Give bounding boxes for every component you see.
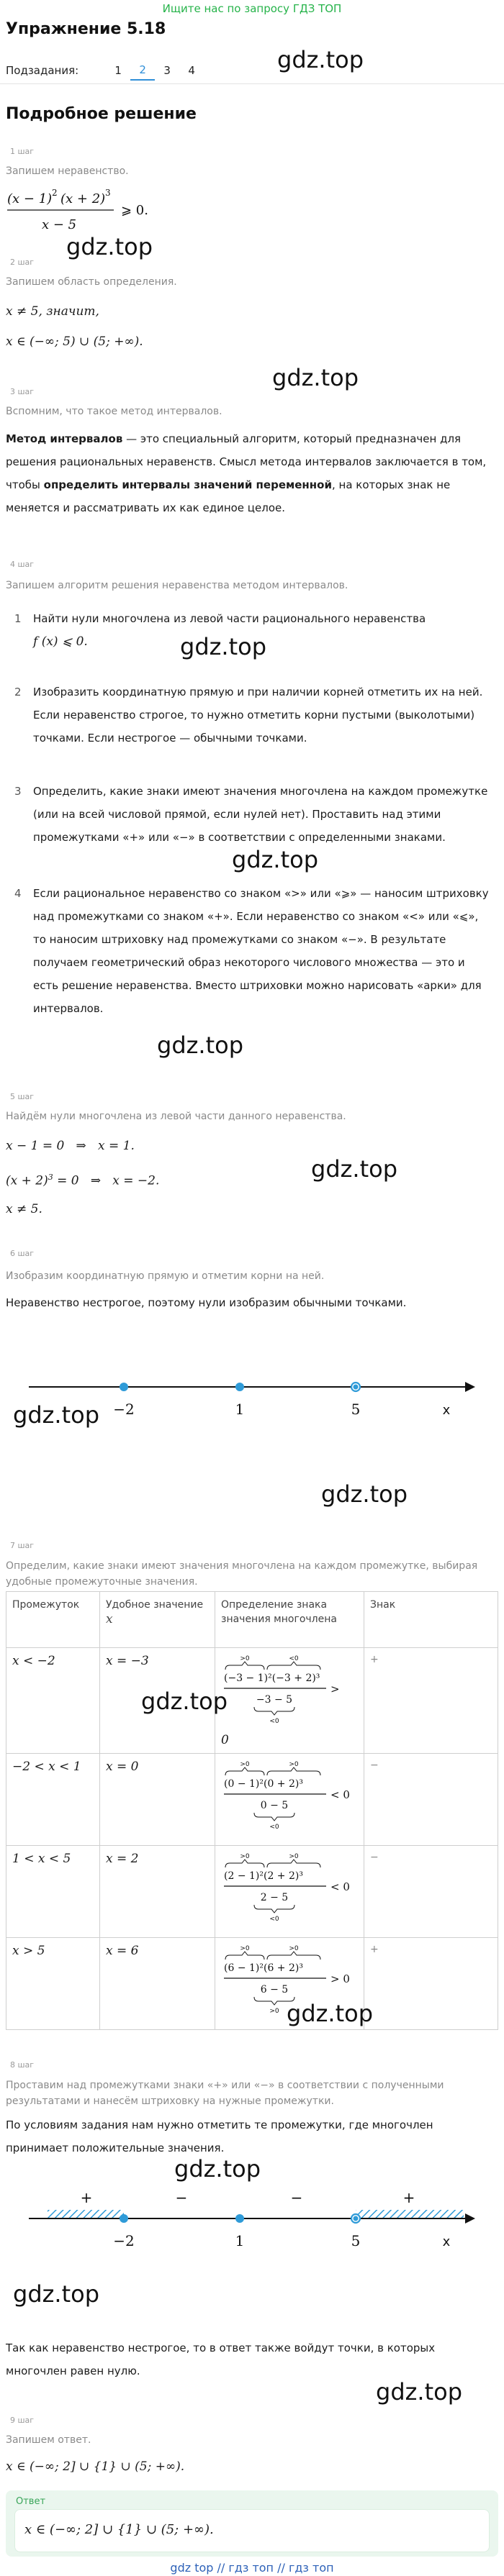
sign-mark: >0 <box>289 1853 299 1860</box>
sign-mark: <0 <box>269 1824 279 1831</box>
footer-links[interactable]: gdz top // гдз топ // гдз топ <box>170 2561 334 2575</box>
fraction-denominator: −3 − 5 <box>256 1694 293 1706</box>
step-note: Запишем ответ. <box>6 2434 91 2446</box>
watermark: gdz.top <box>287 2000 374 2027</box>
comparison: > <box>330 1683 340 1696</box>
step-text: Неравенство нестрогое, поэтому нули изобразим обычными точками. <box>6 1296 407 1309</box>
watermark: gdz.top <box>174 2155 261 2183</box>
sign-mark: >0 <box>240 1655 250 1662</box>
step-note: Вспомним, что такое метод интервалов. <box>6 406 222 417</box>
step-tag: 6 шаг <box>10 1249 35 1258</box>
search-banner[interactable]: Ищите нас по запросу ГДЗ ТОП <box>162 2 342 15</box>
watermark: gdz.top <box>272 364 359 391</box>
watermark: gdz.top <box>376 2378 463 2406</box>
sign-mark: >0 <box>240 1853 250 1860</box>
tick-label: 5 <box>351 2232 361 2249</box>
step-note: Запишем неравенство. <box>6 165 129 177</box>
domain-set: x ∈ (−∞; 5) ∪ (5; +∞). <box>6 334 143 349</box>
domain-line: x ≠ 5, значит, <box>6 304 99 319</box>
comparison-tail: 0 <box>221 1733 229 1747</box>
table-header: Промежуток <box>6 1592 100 1648</box>
watermark: gdz.top <box>232 846 319 873</box>
step-note: Изобразим координатную прямую и отметим корни на ней. <box>6 1270 325 1282</box>
comparison: < 0 <box>330 1788 350 1801</box>
svg-text:(x − 1): (x − 1) <box>7 191 53 206</box>
answer-label: Ответ <box>16 2496 46 2507</box>
sign-mark: <0 <box>289 1655 299 1662</box>
watermark: gdz.top <box>321 1480 408 1508</box>
tab-subtask-1[interactable]: 1 <box>114 64 122 77</box>
fraction-denominator: 6 − 5 <box>260 1984 289 1995</box>
divider <box>0 83 504 84</box>
sign-expression <box>215 1648 364 1754</box>
watermark: gdz.top <box>157 1032 244 1059</box>
list-item: 1 Найти нули многочлена из левой части рационального неравенства f (x) ⩽ 0. <box>14 612 426 649</box>
sign-mark: <0 <box>269 1916 279 1923</box>
step-text: По условиям задания нам нужно отметить те промежутки, где многочлен принимает положительные значения. <box>6 2118 433 2154</box>
tab-subtask-4[interactable]: 4 <box>188 64 195 77</box>
watermark: gdz.top <box>13 2280 100 2308</box>
sign-mark: >0 <box>240 1945 250 1952</box>
sign-fraction <box>221 1760 358 1836</box>
zero-line-3: x ≠ 5. <box>6 1202 42 1216</box>
step-tag: 1 шаг <box>10 147 35 156</box>
axis-label: x <box>442 2234 451 2249</box>
number-line-2 <box>0 2187 504 2259</box>
interval-method-definition: Метод интервалов — это специальный алгоритм, который предназначен для решения рациональных неравенств. Смысл метода интервалов заключается в том, чтобы определить интервалы значений переменной, на которых знак не меняется и рассматривать их как единое целое. <box>6 432 487 514</box>
watermark: gdz.top <box>277 46 364 73</box>
zero-line-2: $(x + 2)^3 = 0$ ⇒ x = −2. <box>6 1173 160 1188</box>
tab-subtask-2[interactable]: 2 <box>130 60 155 81</box>
step-note: Запишем алгоритм решения неравенства методом интервалов. <box>6 580 348 591</box>
interval-sign: + <box>402 2189 415 2206</box>
watermark: gdz.top <box>66 233 153 260</box>
sign-mark: >0 <box>289 1945 299 1952</box>
fraction-numerator: (6 − 1)²(6 + 2)³ <box>224 1962 303 1974</box>
comparison: < 0 <box>330 1880 350 1893</box>
tick-label: −2 <box>113 1401 135 1418</box>
sign-mark: <0 <box>269 1718 279 1725</box>
answer-line: x ∈ (−∞; 2] ∪ {1} ∪ (5; +∞). <box>6 2459 185 2474</box>
table-header: Знак <box>364 1592 498 1648</box>
fraction-numerator: (−3 − 1)²(−3 + 2)³ <box>224 1672 320 1684</box>
svg-text:3: 3 <box>105 188 111 198</box>
comparison: > 0 <box>330 1972 350 1985</box>
step-text: Так как неравенство нестрогое, то в ответ также войдут точки, в которых многочлен равен нулю. <box>6 2341 436 2377</box>
axis-label: x <box>442 1403 451 1418</box>
tab-subtask-3[interactable]: 3 <box>163 64 171 77</box>
subtasks-label: Подзадания: <box>6 64 79 77</box>
step-tag: 9 шаг <box>10 2416 35 2425</box>
svg-text:(x + 2): (x + 2) <box>60 191 106 206</box>
sign-table <box>6 1591 498 2030</box>
answer-value: x ∈ (−∞; 2] ∪ {1} ∪ (5; +∞). <box>24 2522 214 2537</box>
solution-heading: Подробное решение <box>6 105 197 123</box>
step-note: Определим, какие знаки имеют значения многочлена на каждом промежутке, выбирая удобные промежуточные значения. <box>6 1560 478 1588</box>
interval-sign: − <box>290 2189 303 2206</box>
step-note: Запишем область определения. <box>6 276 177 288</box>
sign-fraction <box>221 1654 358 1730</box>
interval-sign: + <box>80 2189 93 2206</box>
fraction-numerator: (2 − 1)²(2 + 2)³ <box>224 1870 303 1882</box>
inequality-formula <box>4 183 177 239</box>
watermark: gdz.top <box>180 633 267 660</box>
step-tag: 8 шаг <box>10 2060 35 2070</box>
watermark: gdz.top <box>141 1688 228 1715</box>
fraction-denominator: 0 − 5 <box>260 1800 289 1811</box>
watermark: gdz.top <box>13 1401 100 1429</box>
sign-expression <box>215 1754 364 1846</box>
tick-label: 1 <box>235 1401 245 1418</box>
sign-mark: >0 <box>240 1761 250 1768</box>
step-tag: 5 шаг <box>10 1092 35 1101</box>
step-note: Найдём нули многочлена из левой части данного неравенства. <box>6 1111 346 1122</box>
table-header: Удобное значение x <box>100 1592 215 1648</box>
tick-label: 1 <box>235 2232 245 2249</box>
interval-sign: − <box>175 2189 188 2206</box>
page-title: Упражнение 5.18 <box>6 20 166 38</box>
table-row: x > 5 x = 6 >0 >0 (6 − 1)²(6 + 2)³ 6 − 5 >0 > 0 + <box>6 1938 498 2030</box>
list-item: 3 Определить, какие знаки имеют значения многочлена на каждом промежутке (или на всей числовой прямой, если нулей нет). Проставить над этими промежутками «+» или «−» в соответствии с определенными знаками. <box>14 785 488 844</box>
svg-text:x − 5: x − 5 <box>42 217 77 232</box>
table-row: −2 < x < 1 x = 0 >0 >0 (0 − 1)²(0 + 2)³ 0 − 5 <0 < 0 − <box>6 1754 498 1846</box>
tick-label: −2 <box>113 2232 135 2249</box>
tick-label: 5 <box>351 1401 361 1418</box>
step-tag: 3 шаг <box>10 387 35 396</box>
step-tag: 7 шаг <box>10 1541 35 1550</box>
table-row: x < −2 x = −3 >0 <0 (−3 − 1)²(−3 + 2)³ −3 − 5 <0 > 0 + <box>6 1648 498 1754</box>
svg-text:⩾ 0.: ⩾ 0. <box>121 203 148 218</box>
subtasks-nav <box>6 60 204 81</box>
watermark: gdz.top <box>311 1155 398 1183</box>
step-tag: 2 шаг <box>10 258 35 267</box>
list-item: 2 Изобразить координатную прямую и при наличии корней отметить их на ней. Если неравенство строгое, то нужно отметить корни пустыми (выколотыми) точками. Если нестрогое — обычными точками. <box>14 686 483 745</box>
sign-mark: >0 <box>269 2008 279 2015</box>
table-row: 1 < x < 5 x = 2 >0 >0 (2 − 1)²(2 + 2)³ 2 − 5 <0 < 0 − <box>6 1846 498 1938</box>
list-item: 4 Если рациональное неравенство со знаком «>» или «⩾» — наносим штриховку над промежутками со знаком «+». Если неравенство со знаком «<» или «⩽», то наносим штриховку над промежутками со знаком «−». В результате получаем геометрический образ некоторого числового множества — это и есть решение неравенства. Вместо штриховки можно нарисовать «арки» для интервалов. <box>14 887 489 1015</box>
zero-line-1: x − 1 = 0 ⇒ x = 1. <box>6 1139 135 1153</box>
table-header: Определение знака значения многочлена <box>215 1592 364 1648</box>
fraction-numerator: (0 − 1)²(0 + 2)³ <box>224 1778 303 1790</box>
step-tag: 4 шаг <box>10 560 35 569</box>
fraction-denominator: 2 − 5 <box>260 1892 289 1903</box>
svg-text:2: 2 <box>52 188 58 198</box>
sign-expression <box>215 1846 364 1938</box>
sign-mark: >0 <box>289 1761 299 1768</box>
sign-fraction <box>221 1852 358 1928</box>
step-note: Проставим над промежутками знаки «+» или «−» в соответствии с полученными результатами и нанесём штриховку на нужные промежутки. <box>6 2080 444 2107</box>
